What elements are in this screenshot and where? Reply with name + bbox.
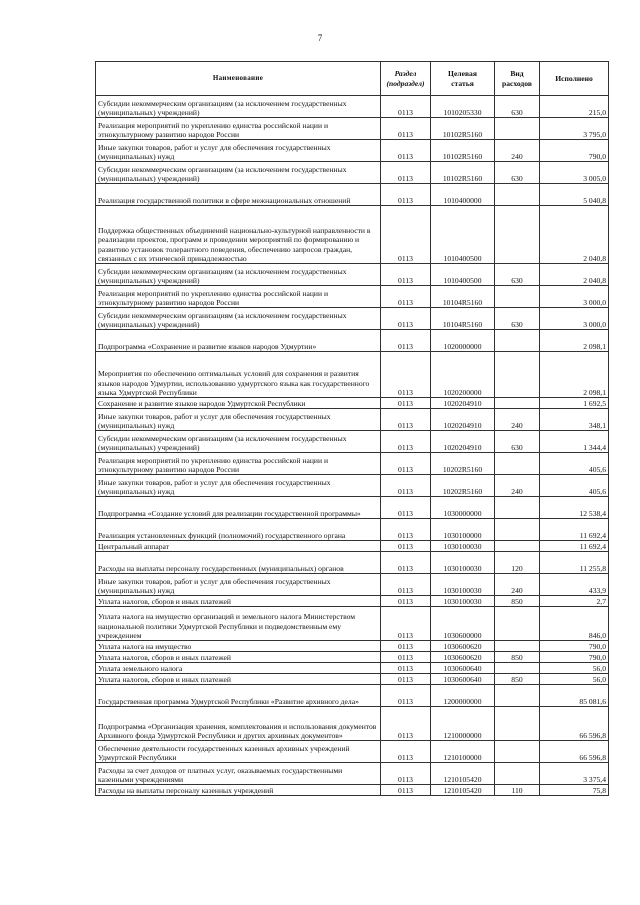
header-cel-line2: статья — [451, 78, 474, 88]
cell-cel: 10102R5160 — [431, 118, 495, 140]
cell-vid: 630 — [495, 96, 540, 118]
cell-cel: 1030100030 — [431, 574, 495, 596]
cell-razdel: 0113 — [381, 162, 431, 184]
table-row — [96, 785, 609, 796]
cell-name: Уплата налога на имущество — [96, 641, 381, 652]
table-row — [96, 431, 609, 453]
cell-cel: 1210000000 — [431, 707, 495, 741]
cell-razdel: 0113 — [381, 398, 431, 409]
cell-name: Субсидии некоммерческим организациям (за исключением государственных (муниципальных) учреждений) — [96, 162, 381, 184]
cell-razdel: 0113 — [381, 741, 431, 763]
cell-name: Расходы на выплаты персоналу казенных учреждений — [96, 785, 381, 796]
header-razdel-line1: Раздел — [394, 69, 417, 79]
cell-ispolneno: 1 692,5 — [540, 398, 609, 409]
table-row — [96, 453, 609, 475]
cell-cel: 10202R5160 — [431, 475, 495, 497]
cell-razdel: 0113 — [381, 118, 431, 140]
cell-name: Субсидии некоммерческим организациям (за исключением государственных (муниципальных) учреждений) — [96, 264, 381, 286]
cell-cel: 1030600620 — [431, 652, 495, 663]
cell-name: Уплата налогов, сборов и иных платежей — [96, 596, 381, 607]
cell-cel: 1010400500 — [431, 264, 495, 286]
cell-vid: 240 — [495, 140, 540, 162]
table-row — [96, 184, 609, 206]
cell-ispolneno: 11 692,4 — [540, 541, 609, 552]
table-row — [96, 96, 609, 118]
table-row — [96, 519, 609, 541]
page-number: 7 — [317, 33, 323, 43]
cell-razdel: 0113 — [381, 552, 431, 574]
cell-cel: 1210100000 — [431, 741, 495, 763]
cell-ispolneno: 11 692,4 — [540, 519, 609, 541]
cell-ispolneno: 348,1 — [540, 409, 609, 431]
table-row — [96, 398, 609, 409]
cell-cel: 1030100030 — [431, 552, 495, 574]
table-body — [96, 96, 609, 796]
cell-vid: 110 — [495, 785, 540, 796]
cell-vid — [495, 118, 540, 140]
cell-vid — [495, 286, 540, 308]
cell-vid — [495, 541, 540, 552]
cell-cel: 1020204910 — [431, 398, 495, 409]
cell-razdel: 0113 — [381, 674, 431, 685]
cell-name: Сохранение и развитие языков народов Удмуртской Республики — [96, 398, 381, 409]
table-row — [96, 497, 609, 519]
cell-cel: 1210105420 — [431, 763, 495, 785]
table-row — [96, 308, 609, 330]
table-row — [96, 552, 609, 574]
cell-cel: 10202R5160 — [431, 453, 495, 475]
table-row — [96, 475, 609, 497]
cell-cel: 1010205330 — [431, 96, 495, 118]
cell-razdel: 0113 — [381, 763, 431, 785]
cell-razdel: 0113 — [381, 596, 431, 607]
cell-cel: 1200000000 — [431, 685, 495, 707]
cell-ispolneno: 5 040,8 — [540, 184, 609, 206]
cell-cel: 1020204910 — [431, 431, 495, 453]
cell-razdel: 0113 — [381, 206, 431, 264]
table-row — [96, 763, 609, 785]
cell-ispolneno: 790,0 — [540, 140, 609, 162]
cell-name: Уплата земельного налога — [96, 663, 381, 674]
header-razdel-line2: (подраздел) — [386, 78, 425, 88]
cell-razdel: 0113 — [381, 409, 431, 431]
cell-cel: 1030600000 — [431, 607, 495, 641]
table-row — [96, 409, 609, 431]
cell-ispolneno: 790,0 — [540, 652, 609, 663]
cell-razdel: 0113 — [381, 96, 431, 118]
cell-razdel: 0113 — [381, 352, 431, 398]
cell-vid: 850 — [495, 596, 540, 607]
cell-vid: 240 — [495, 475, 540, 497]
cell-cel: 1030100030 — [431, 541, 495, 552]
cell-ispolneno: 56,0 — [540, 663, 609, 674]
cell-vid — [495, 519, 540, 541]
budget-table — [95, 61, 609, 796]
cell-name: Иные закупки товаров, работ и услуг для обеспечения государственных (муниципальных) нужд — [96, 574, 381, 596]
cell-vid — [495, 453, 540, 475]
cell-name: Уплата налога на имущество организаций и земельного налога Министерством национальной политики Удмуртской Республики и подведомственным ему учреждением — [96, 607, 381, 641]
cell-name: Иные закупки товаров, работ и услуг для обеспечения государственных (муниципальных) нужд — [96, 409, 381, 431]
cell-vid: 850 — [495, 652, 540, 663]
cell-ispolneno: 2,7 — [540, 596, 609, 607]
cell-cel: 1210105420 — [431, 785, 495, 796]
cell-ispolneno: 405,6 — [540, 453, 609, 475]
cell-vid — [495, 641, 540, 652]
cell-razdel: 0113 — [381, 652, 431, 663]
cell-vid: 240 — [495, 409, 540, 431]
cell-ispolneno: 1 344,4 — [540, 431, 609, 453]
cell-vid — [495, 607, 540, 641]
table-header-row — [96, 62, 609, 96]
table-row — [96, 140, 609, 162]
cell-name: Подпрограмма «Сохранение и развитие языков народов Удмуртии» — [96, 330, 381, 352]
cell-razdel: 0113 — [381, 663, 431, 674]
cell-ispolneno: 3 005,0 — [540, 162, 609, 184]
cell-name: Обеспечение деятельности государственных казенных архивных учреждений Удмуртской Республики — [96, 741, 381, 763]
cell-vid: 630 — [495, 162, 540, 184]
cell-ispolneno: 846,0 — [540, 607, 609, 641]
table-row — [96, 541, 609, 552]
table-row — [96, 352, 609, 398]
cell-razdel: 0113 — [381, 286, 431, 308]
cell-ispolneno: 3 000,0 — [540, 308, 609, 330]
cell-name: Мероприятия по обеспечению оптимальных условий для сохранения и развития языков народов Удмуртии, использованию удмуртского языка как государственного языка Удмуртской Республики — [96, 352, 381, 398]
cell-vid — [495, 352, 540, 398]
cell-vid: 120 — [495, 552, 540, 574]
cell-name: Подпрограмма «Создание условий для реализации государственной программы» — [96, 497, 381, 519]
cell-razdel: 0113 — [381, 264, 431, 286]
cell-vid: 630 — [495, 308, 540, 330]
cell-cel: 1020200000 — [431, 352, 495, 398]
table-row — [96, 596, 609, 607]
cell-razdel: 0113 — [381, 541, 431, 552]
cell-ispolneno: 2 098,1 — [540, 330, 609, 352]
cell-ispolneno: 433,9 — [540, 574, 609, 596]
cell-razdel: 0113 — [381, 785, 431, 796]
cell-name: Уплата налогов, сборов и иных платежей — [96, 652, 381, 663]
cell-name: Субсидии некоммерческим организациям (за исключением государственных (муниципальных) учреждений) — [96, 308, 381, 330]
header-name: Наименование — [96, 62, 381, 96]
cell-razdel: 0113 — [381, 641, 431, 652]
cell-ispolneno: 3 000,0 — [540, 286, 609, 308]
cell-ispolneno: 2 040,8 — [540, 264, 609, 286]
cell-vid — [495, 663, 540, 674]
cell-ispolneno: 3 795,0 — [540, 118, 609, 140]
table-row — [96, 206, 609, 264]
cell-razdel: 0113 — [381, 453, 431, 475]
cell-razdel: 0113 — [381, 519, 431, 541]
cell-cel: 1030600640 — [431, 663, 495, 674]
cell-cel: 1010400500 — [431, 206, 495, 264]
cell-name: Реализация мероприятий по укреплению единства российской нации и этнокультурному развитию народов России — [96, 118, 381, 140]
table-row — [96, 641, 609, 652]
cell-razdel: 0113 — [381, 475, 431, 497]
cell-ispolneno: 405,6 — [540, 475, 609, 497]
cell-name: Уплата налогов, сборов и иных платежей — [96, 674, 381, 685]
cell-name: Реализация мероприятий по укреплению единства российской нации и этнокультурному развитию народов России — [96, 453, 381, 475]
table-row — [96, 286, 609, 308]
cell-cel: 1030100000 — [431, 519, 495, 541]
cell-cel: 1030600620 — [431, 641, 495, 652]
cell-vid — [495, 398, 540, 409]
cell-razdel: 0113 — [381, 431, 431, 453]
cell-name: Иные закупки товаров, работ и услуг для обеспечения государственных (муниципальных) нужд — [96, 140, 381, 162]
cell-ispolneno: 85 081,6 — [540, 685, 609, 707]
header-vid — [495, 62, 540, 96]
header-vid-line2: расходов — [502, 78, 532, 88]
cell-ispolneno: 66 596,8 — [540, 707, 609, 741]
cell-razdel: 0113 — [381, 308, 431, 330]
table-row — [96, 663, 609, 674]
header-cel — [431, 62, 495, 96]
table-row — [96, 264, 609, 286]
cell-razdel: 0113 — [381, 707, 431, 741]
cell-cel: 1010400000 — [431, 184, 495, 206]
cell-razdel: 0113 — [381, 607, 431, 641]
header-cel-line1: Целевая — [448, 69, 477, 79]
header-razdel — [381, 62, 431, 96]
table-row — [96, 685, 609, 707]
header-ispolneno: Исполнено — [540, 62, 609, 96]
cell-vid: 630 — [495, 264, 540, 286]
cell-name: Субсидии некоммерческим организациям (за исключением государственных (муниципальных) учреждений) — [96, 96, 381, 118]
cell-cel: 1020204910 — [431, 409, 495, 431]
cell-vid: 240 — [495, 574, 540, 596]
cell-name: Реализация мероприятий по укреплению единства российской нации и этнокультурному развитию народов России — [96, 286, 381, 308]
cell-name: Подпрограмма «Организация хранения, комплектования и использования документов Архивного фонда Удмуртской Республики и других архивных документов» — [96, 707, 381, 741]
cell-name: Поддержка общественных объединений национально-культурной направленности в реализации проектов, программ и проведении мероприятий по формированию и развитию установок толерантного поведения, обеспечению запросов граждан, связанных с их этнической принадлежностью — [96, 206, 381, 264]
cell-ispolneno: 11 255,8 — [540, 552, 609, 574]
table-row — [96, 741, 609, 763]
cell-cel: 10104R5160 — [431, 286, 495, 308]
cell-razdel: 0113 — [381, 330, 431, 352]
table-row — [96, 330, 609, 352]
cell-ispolneno: 56,0 — [540, 674, 609, 685]
table-row — [96, 652, 609, 663]
cell-razdel: 0113 — [381, 497, 431, 519]
cell-vid — [495, 184, 540, 206]
cell-ispolneno: 66 596,8 — [540, 741, 609, 763]
table-row — [96, 118, 609, 140]
cell-ispolneno: 75,8 — [540, 785, 609, 796]
cell-cel: 10104R5160 — [431, 308, 495, 330]
table-row — [96, 707, 609, 741]
cell-name: Центральный аппарат — [96, 541, 381, 552]
cell-name: Расходы за счет доходов от платных услуг, оказываемых государственными казенными учреждениями — [96, 763, 381, 785]
cell-vid: 630 — [495, 431, 540, 453]
table-row — [96, 574, 609, 596]
cell-cel: 1030000000 — [431, 497, 495, 519]
header-vid-line1: Вид — [510, 69, 524, 79]
table-row — [96, 162, 609, 184]
cell-ispolneno: 215,0 — [540, 96, 609, 118]
cell-vid — [495, 707, 540, 741]
cell-vid: 850 — [495, 674, 540, 685]
cell-cel: 1030600640 — [431, 674, 495, 685]
cell-name: Расходы на выплаты персоналу государственных (муниципальных) органов — [96, 552, 381, 574]
cell-vid — [495, 497, 540, 519]
table-row — [96, 674, 609, 685]
cell-name: Иные закупки товаров, работ и услуг для обеспечения государственных (муниципальных) нужд — [96, 475, 381, 497]
cell-name: Субсидии некоммерческим организациям (за исключением государственных (муниципальных) учреждений) — [96, 431, 381, 453]
cell-name: Государственная программа Удмуртской Республики «Развитие архивного дела» — [96, 685, 381, 707]
cell-ispolneno: 12 538,4 — [540, 497, 609, 519]
cell-vid — [495, 206, 540, 264]
cell-razdel: 0113 — [381, 140, 431, 162]
cell-cel: 10102R5160 — [431, 140, 495, 162]
cell-razdel: 0113 — [381, 685, 431, 707]
cell-razdel: 0113 — [381, 184, 431, 206]
cell-vid — [495, 741, 540, 763]
cell-vid — [495, 685, 540, 707]
cell-ispolneno: 790,0 — [540, 641, 609, 652]
cell-vid — [495, 763, 540, 785]
cell-razdel: 0113 — [381, 574, 431, 596]
cell-ispolneno: 2 098,1 — [540, 352, 609, 398]
cell-ispolneno: 2 040,8 — [540, 206, 609, 264]
cell-cel: 1020000000 — [431, 330, 495, 352]
cell-ispolneno: 3 375,4 — [540, 763, 609, 785]
cell-cel: 10102R5160 — [431, 162, 495, 184]
cell-name: Реализация государственной политики в сфере межнациональных отношений — [96, 184, 381, 206]
table-row — [96, 607, 609, 641]
cell-name: Реализация установленных функций (полномочий) государственного органа — [96, 519, 381, 541]
cell-vid — [495, 330, 540, 352]
cell-cel: 1030100030 — [431, 596, 495, 607]
